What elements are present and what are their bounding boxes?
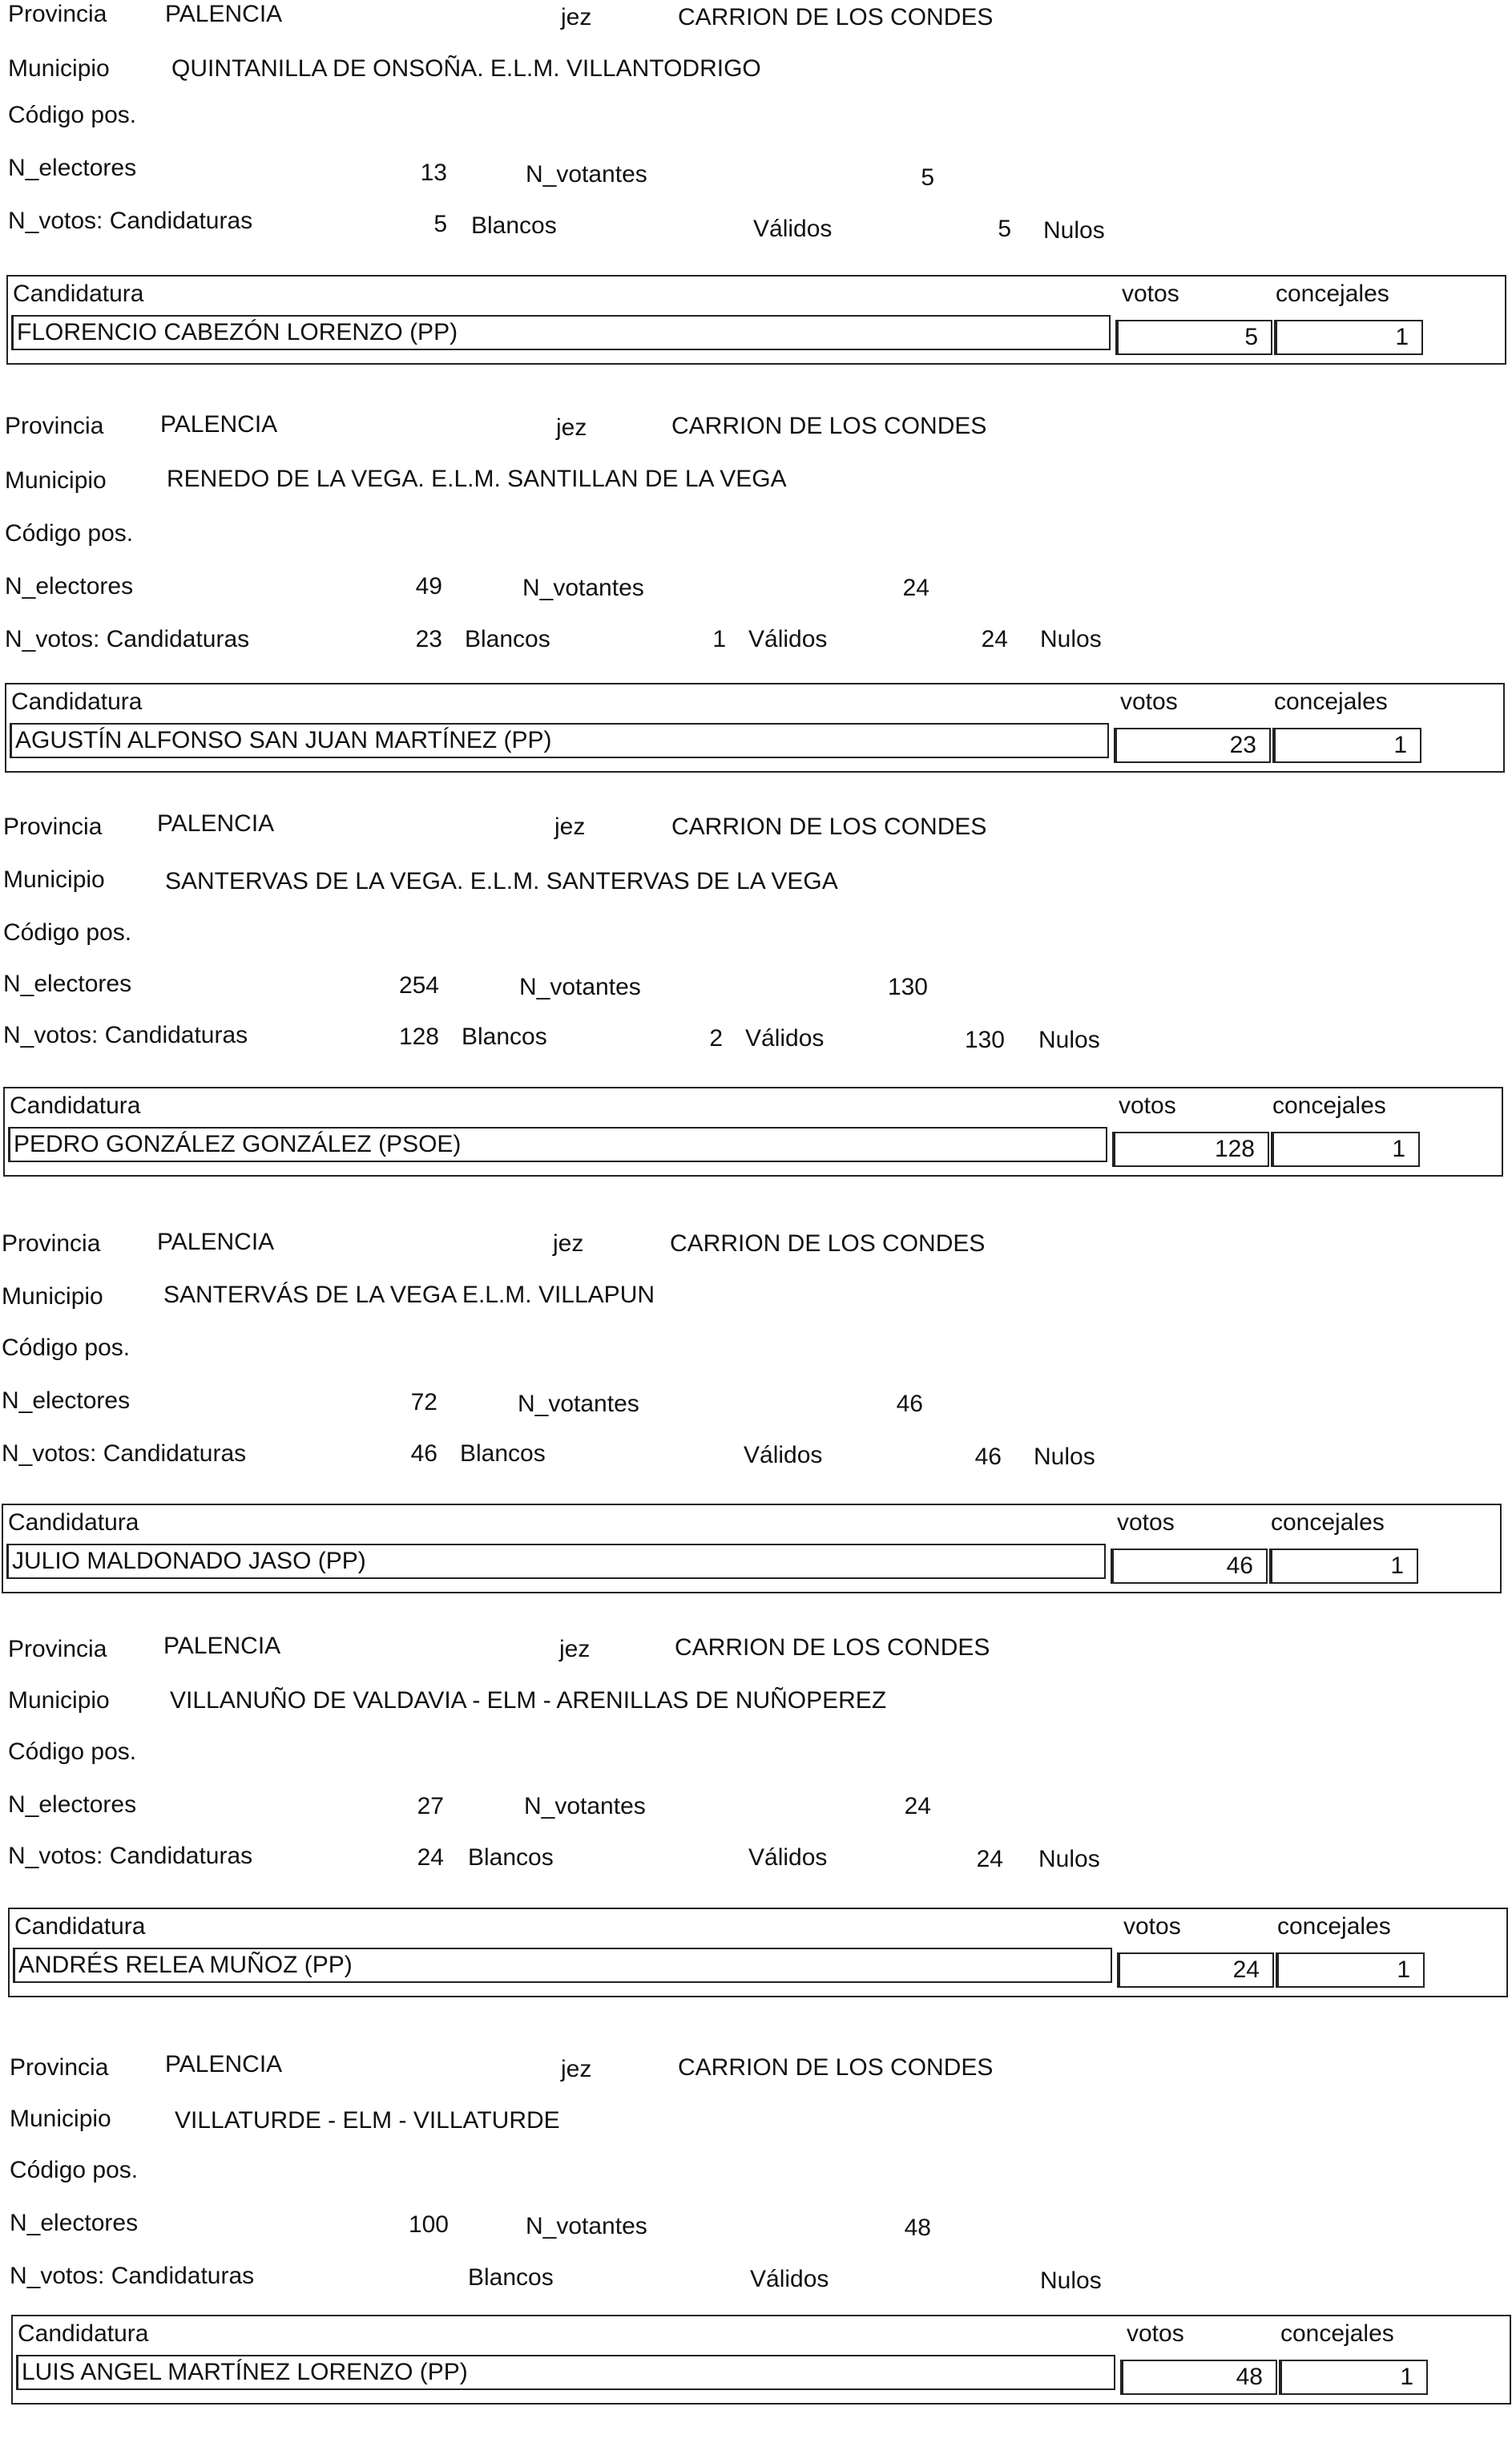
validos-value: 24 <box>976 1846 1003 1872</box>
provincia-label: Provincia <box>8 1 107 27</box>
n-electores-value: 13 <box>420 159 447 186</box>
n-electores-value: 72 <box>410 1389 437 1415</box>
n-votos-candidaturas-label: N_votos: Candidaturas <box>5 626 250 652</box>
candidate-name-field: FLORENCIO CABEZÓN LORENZO (PP) <box>11 315 1111 350</box>
validos-value: 130 <box>964 1027 1005 1053</box>
n-electores-value: 100 <box>408 2211 449 2238</box>
candidaturas-value: 128 <box>398 1024 439 1050</box>
provincia-value: PALENCIA <box>165 1 283 27</box>
concejales-header: concejales <box>1276 281 1389 307</box>
provincia-label: Provincia <box>5 413 104 439</box>
validos-label: Válidos <box>745 1025 825 1052</box>
n-electores-label: N_electores <box>3 971 132 997</box>
election-record-5 <box>0 1630 1512 2031</box>
n-electores-value: 49 <box>415 573 442 600</box>
provincia-label: Provincia <box>2 1230 101 1257</box>
provincia-value: PALENCIA <box>163 1633 281 1659</box>
provincia-value: PALENCIA <box>160 411 278 438</box>
candidate-concejales-field: 1 <box>1276 1952 1425 1988</box>
concejales-header: concejales <box>1272 1092 1386 1119</box>
votos-header: votos <box>1122 281 1179 307</box>
votos-header: votos <box>1119 1092 1176 1119</box>
nulos-label: Nulos <box>1034 1444 1095 1470</box>
provincia-label: Provincia <box>3 814 103 840</box>
candidatura-header: Candidatura <box>14 1913 146 1940</box>
n-votantes-value: 48 <box>904 2215 931 2241</box>
jez-label: jez <box>559 1636 591 1662</box>
n-votantes-label: N_votantes <box>526 161 647 188</box>
candidate-votos-field: 128 <box>1112 1132 1269 1167</box>
candidate-votos-field: 5 <box>1115 320 1272 355</box>
n-votantes-value: 46 <box>896 1391 923 1417</box>
municipio-label: Municipio <box>8 1687 110 1714</box>
nulos-label: Nulos <box>1038 1027 1100 1053</box>
candidaturas-value: 46 <box>410 1440 437 1467</box>
n-electores-label: N_electores <box>8 155 137 181</box>
election-record-4 <box>0 1230 1512 1630</box>
blancos-label: Blancos <box>460 1440 546 1467</box>
n-votantes-label: N_votantes <box>524 1793 646 1819</box>
candidatura-table <box>5 683 1505 773</box>
concejales-header: concejales <box>1274 688 1388 715</box>
n-votantes-value: 5 <box>921 164 934 191</box>
blancos-value: 1 <box>712 626 726 652</box>
nulos-label: Nulos <box>1040 626 1102 652</box>
provincia-label: Provincia <box>10 2054 109 2081</box>
candidate-concejales-field: 1 <box>1274 320 1423 355</box>
n-electores-label: N_electores <box>10 2210 139 2236</box>
blancos-value: 2 <box>709 1025 723 1052</box>
codigo-pos-label: Código pos. <box>10 2157 139 2183</box>
municipio-value: VILLATURDE - ELM - VILLATURDE <box>175 2107 560 2134</box>
codigo-pos-label: Código pos. <box>8 102 137 128</box>
n-electores-label: N_electores <box>2 1387 131 1414</box>
codigo-pos-label: Código pos. <box>5 520 134 547</box>
n-votantes-label: N_votantes <box>526 2213 647 2239</box>
candidate-votos-field: 24 <box>1117 1952 1274 1988</box>
candidate-name-field: LUIS ANGEL MARTÍNEZ LORENZO (PP) <box>16 2355 1115 2390</box>
jez-value: CARRION DE LOS CONDES <box>671 413 987 439</box>
n-votos-candidaturas-label: N_votos: Candidaturas <box>2 1440 247 1467</box>
candidate-name-field: ANDRÉS RELEA MUÑOZ (PP) <box>13 1948 1112 1983</box>
blancos-label: Blancos <box>471 212 557 239</box>
votos-header: votos <box>1117 1509 1175 1536</box>
n-electores-label: N_electores <box>8 1791 137 1818</box>
candidatura-header: Candidatura <box>8 1509 139 1536</box>
provincia-value: PALENCIA <box>157 810 275 837</box>
n-votos-candidaturas-label: N_votos: Candidaturas <box>10 2263 255 2289</box>
candidatura-header: Candidatura <box>10 1092 141 1119</box>
candidatura-header: Candidatura <box>11 688 143 715</box>
validos-label: Válidos <box>744 1442 823 1468</box>
municipio-label: Municipio <box>8 55 110 82</box>
candidate-concejales-field: 1 <box>1271 1132 1420 1167</box>
candidate-name-field: PEDRO GONZÁLEZ GONZÁLEZ (PSOE) <box>8 1127 1107 1162</box>
nulos-label: Nulos <box>1043 217 1105 244</box>
validos-label: Válidos <box>753 216 833 242</box>
jez-value: CARRION DE LOS CONDES <box>670 1230 986 1257</box>
n-electores-label: N_electores <box>5 573 134 600</box>
validos-value: 5 <box>998 216 1011 242</box>
candidatura-table <box>8 1908 1508 1997</box>
municipio-value: QUINTANILLA DE ONSOÑA. E.L.M. VILLANTODRIGO <box>171 55 761 82</box>
provincia-value: PALENCIA <box>157 1229 275 1255</box>
municipio-value: VILLANUÑO DE VALDAVIA - ELM - ARENILLAS DE NUÑOPEREZ <box>170 1687 887 1714</box>
candidate-votos-field: 48 <box>1120 2360 1277 2395</box>
validos-label: Válidos <box>748 626 828 652</box>
candidatura-table <box>3 1087 1503 1177</box>
candidaturas-value: 24 <box>417 1844 444 1871</box>
candidate-votos-field: 46 <box>1111 1549 1268 1584</box>
election-record-2 <box>0 412 1512 813</box>
municipio-value: SANTERVÁS DE LA VEGA E.L.M. VILLAPUN <box>163 1282 655 1308</box>
jez-value: CARRION DE LOS CONDES <box>678 4 994 30</box>
candidate-concejales-field: 1 <box>1272 728 1421 763</box>
jez-label: jez <box>561 4 592 30</box>
votos-header: votos <box>1123 1913 1181 1940</box>
n-votantes-value: 24 <box>902 575 929 601</box>
n-votantes-value: 24 <box>904 1793 931 1819</box>
n-votos-candidaturas-label: N_votos: Candidaturas <box>8 208 253 234</box>
n-votantes-label: N_votantes <box>522 575 644 601</box>
votos-header: votos <box>1127 2320 1184 2347</box>
election-record-6 <box>0 2050 1512 2451</box>
nulos-label: Nulos <box>1038 1846 1100 1872</box>
blancos-label: Blancos <box>468 2264 554 2291</box>
candidate-concejales-field: 1 <box>1269 1549 1418 1584</box>
n-votos-candidaturas-label: N_votos: Candidaturas <box>3 1022 248 1048</box>
blancos-label: Blancos <box>468 1844 554 1871</box>
nulos-label: Nulos <box>1040 2267 1102 2294</box>
provincia-label: Provincia <box>8 1636 107 1662</box>
candidaturas-value: 23 <box>415 626 442 652</box>
jez-label: jez <box>554 814 586 840</box>
votos-header: votos <box>1120 688 1178 715</box>
jez-value: CARRION DE LOS CONDES <box>675 1634 990 1661</box>
municipio-label: Municipio <box>3 866 105 893</box>
election-record-1 <box>0 0 1512 401</box>
blancos-label: Blancos <box>462 1024 547 1050</box>
candidate-name-field: AGUSTÍN ALFONSO SAN JUAN MARTÍNEZ (PP) <box>10 723 1109 758</box>
candidate-name-field: JULIO MALDONADO JASO (PP) <box>6 1544 1106 1579</box>
candidate-votos-field: 23 <box>1114 728 1271 763</box>
candidatura-table <box>11 2315 1511 2405</box>
blancos-label: Blancos <box>465 626 550 652</box>
n-votantes-label: N_votantes <box>519 974 641 1000</box>
jez-label: jez <box>556 414 587 441</box>
validos-label: Válidos <box>750 2266 829 2292</box>
n-electores-value: 27 <box>417 1793 444 1819</box>
jez-label: jez <box>553 1230 584 1257</box>
concejales-header: concejales <box>1271 1509 1385 1536</box>
codigo-pos-label: Código pos. <box>3 919 132 946</box>
election-record-3 <box>0 810 1512 1210</box>
municipio-value: RENEDO DE LA VEGA. E.L.M. SANTILLAN DE LA VEGA <box>167 466 787 492</box>
n-votantes-label: N_votantes <box>518 1391 639 1417</box>
codigo-pos-label: Código pos. <box>8 1738 137 1765</box>
n-electores-value: 254 <box>398 972 439 999</box>
municipio-label: Municipio <box>2 1283 103 1310</box>
concejales-header: concejales <box>1277 1913 1391 1940</box>
municipio-value: SANTERVAS DE LA VEGA. E.L.M. SANTERVAS DE LA VEGA <box>165 868 838 894</box>
validos-label: Válidos <box>748 1844 828 1871</box>
candidaturas-value: 5 <box>433 211 447 237</box>
candidatura-header: Candidatura <box>18 2320 149 2347</box>
candidatura-header: Candidatura <box>13 281 144 307</box>
candidate-concejales-field: 1 <box>1279 2360 1428 2395</box>
validos-value: 24 <box>981 626 1008 652</box>
codigo-pos-label: Código pos. <box>2 1335 131 1361</box>
jez-value: CARRION DE LOS CONDES <box>671 814 987 840</box>
jez-value: CARRION DE LOS CONDES <box>678 2054 994 2081</box>
concejales-header: concejales <box>1280 2320 1394 2347</box>
municipio-label: Municipio <box>10 2106 111 2132</box>
jez-label: jez <box>561 2056 592 2082</box>
provincia-value: PALENCIA <box>165 2051 283 2077</box>
n-votantes-value: 130 <box>887 974 928 1000</box>
validos-value: 46 <box>974 1444 1002 1470</box>
candidatura-table <box>2 1504 1502 1593</box>
n-votos-candidaturas-label: N_votos: Candidaturas <box>8 1843 253 1869</box>
municipio-label: Municipio <box>5 467 107 494</box>
candidatura-table <box>6 275 1506 365</box>
